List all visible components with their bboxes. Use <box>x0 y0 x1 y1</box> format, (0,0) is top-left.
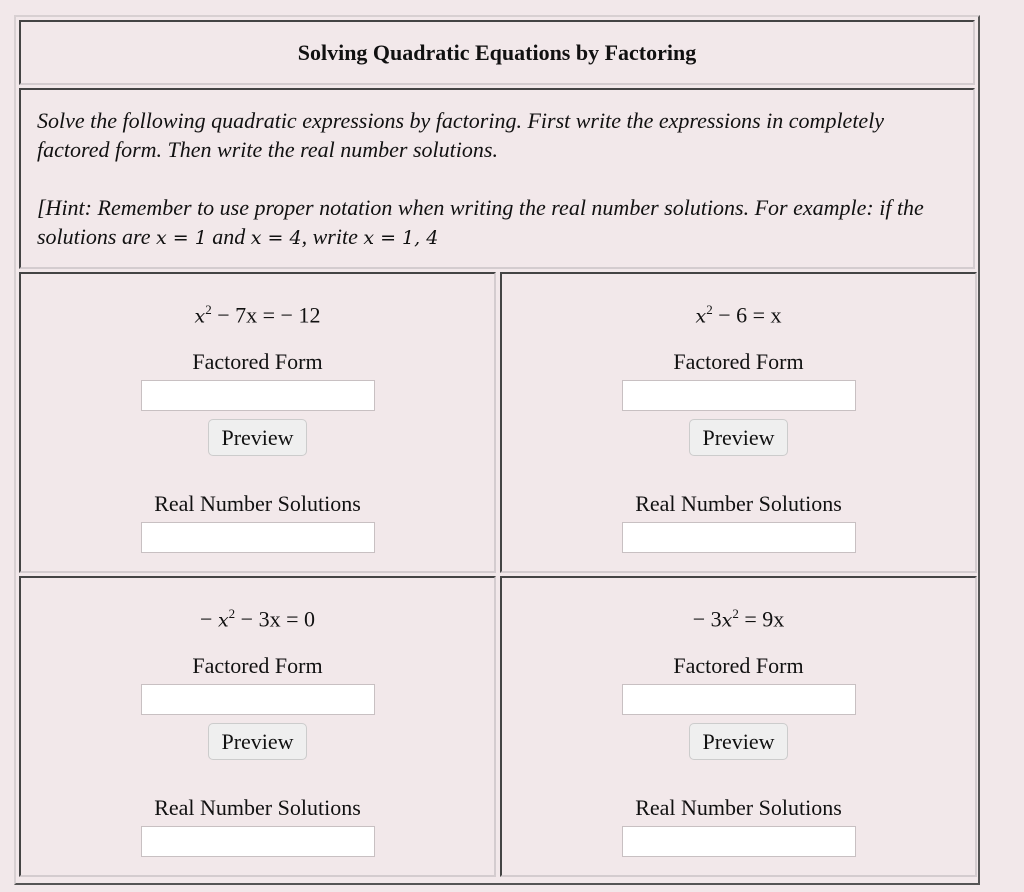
factored-form-label: Factored Form <box>673 653 804 678</box>
problem-cell <box>500 576 977 877</box>
preview-button[interactable]: Preview <box>689 723 787 760</box>
instructions-text: Solve the following quadratic expressions by factoring. First write the expressions in completely factored form. Then write the real number solutions. <box>37 108 885 162</box>
real-solutions-input[interactable] <box>141 826 375 857</box>
equation-variable: x <box>695 305 707 328</box>
equation <box>21 594 494 634</box>
instructions <box>19 88 975 269</box>
equation-prefix: − 3 <box>692 606 722 632</box>
equation-exponent: 2 <box>228 606 236 621</box>
preview-button[interactable]: Preview <box>689 419 787 456</box>
real-solutions-label: Real Number Solutions <box>154 491 361 516</box>
factored-form-input[interactable] <box>622 684 856 715</box>
factored-form-input[interactable] <box>141 684 375 715</box>
real-solutions-input[interactable] <box>622 522 856 553</box>
problem-cell <box>19 272 496 573</box>
equation-rest: − 7x = − 12 <box>211 302 321 328</box>
hint-and: and <box>206 224 251 249</box>
factored-form-label: Factored Form <box>192 653 323 678</box>
page-title: Solving Quadratic Equations by Factoring <box>19 20 975 85</box>
equation-prefix: − <box>200 606 218 632</box>
factored-form-input[interactable] <box>622 380 856 411</box>
real-solutions-label: Real Number Solutions <box>635 795 842 820</box>
real-solutions-input[interactable] <box>622 826 856 857</box>
factored-form-input[interactable] <box>141 380 375 411</box>
hint-math-1: x = 1 <box>155 227 207 249</box>
equation-variable: x <box>217 609 229 632</box>
hint-write: , write <box>301 224 364 249</box>
equation <box>502 290 975 330</box>
equation-variable: x <box>194 305 206 328</box>
worksheet-table <box>14 15 980 885</box>
equation-rest: = 9x <box>738 606 785 632</box>
hint-math-3: x = 1, 4 <box>363 227 439 249</box>
hint-math-2: x = 4 <box>250 227 302 249</box>
real-solutions-input[interactable] <box>141 522 375 553</box>
problem-cell <box>19 576 496 877</box>
problem-cell <box>500 272 977 573</box>
preview-button[interactable]: Preview <box>208 723 306 760</box>
equation-variable: x <box>721 609 733 632</box>
real-solutions-label: Real Number Solutions <box>635 491 842 516</box>
equation-exponent: 2 <box>706 302 713 317</box>
factored-form-label: Factored Form <box>673 349 804 374</box>
hint-prefix: [Hint: Remember to use proper notation when writing the real number solutions. For example: if the solutions are <box>37 195 924 249</box>
real-solutions-label: Real Number Solutions <box>154 795 361 820</box>
preview-button[interactable]: Preview <box>208 419 306 456</box>
equation-exponent: 2 <box>732 606 739 621</box>
hint-text <box>37 193 957 253</box>
equation <box>21 290 494 330</box>
factored-form-label: Factored Form <box>192 349 323 374</box>
equation-rest: − 3x = 0 <box>235 606 315 632</box>
equation <box>502 594 975 634</box>
equation-exponent: 2 <box>205 302 212 317</box>
equation-rest: − 6 = x <box>712 302 782 328</box>
